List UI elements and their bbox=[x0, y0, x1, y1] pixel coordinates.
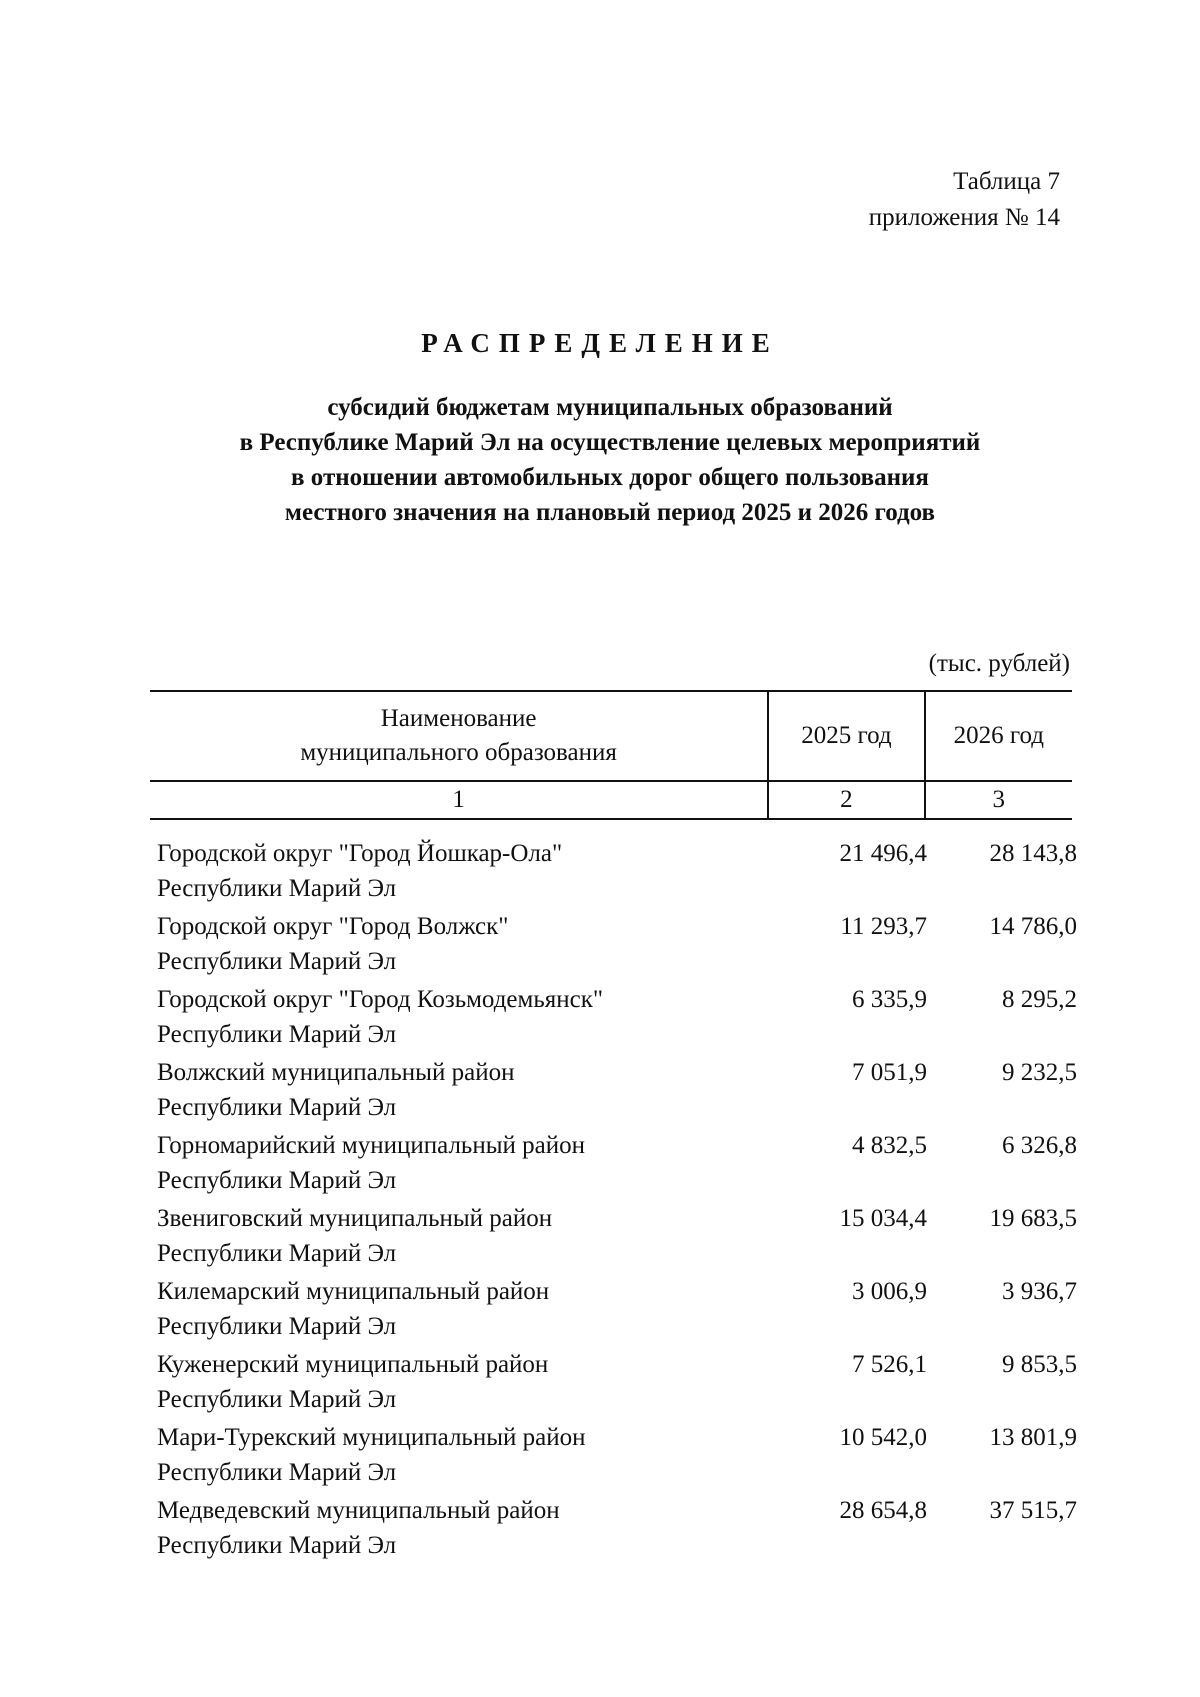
value-2025: 11 293,7 bbox=[840, 913, 927, 940]
value-2025: 15 034,4 bbox=[839, 1205, 927, 1232]
column-number: 1 bbox=[150, 781, 768, 819]
value-2025: 28 654,8 bbox=[839, 1497, 927, 1524]
value-2025: 21 496,4 bbox=[839, 840, 927, 867]
value-2025: 4 832,5 bbox=[852, 1132, 927, 1159]
row-name-cont: Республики Марий Эл bbox=[157, 1459, 397, 1486]
row-name-cont: Республики Марий Эл bbox=[157, 1313, 397, 1340]
table-row bbox=[157, 982, 1077, 1055]
table-row bbox=[157, 1055, 1077, 1128]
table-row bbox=[157, 1128, 1077, 1201]
table-row bbox=[157, 1420, 1077, 1493]
row-name: Мари-Турекский муниципальный район bbox=[157, 1424, 586, 1451]
subtitle-line: в отношении автомобильных дорог общего пользования bbox=[291, 464, 929, 491]
table-number: Таблица 7 bbox=[953, 168, 1060, 195]
table-row bbox=[157, 1347, 1077, 1420]
subtitle-line: субсидий бюджетам муниципальных образований bbox=[327, 394, 893, 421]
value-2026: 37 515,7 bbox=[989, 1497, 1077, 1524]
header-2026: 2026 год bbox=[925, 691, 1072, 781]
value-2026: 14 786,0 bbox=[989, 913, 1077, 940]
document-heading: РАСПРЕДЕЛЕНИЕ bbox=[421, 328, 779, 358]
value-2025: 6 335,9 bbox=[852, 986, 927, 1013]
value-2025: 10 542,0 bbox=[839, 1424, 927, 1451]
value-2026: 3 936,7 bbox=[1002, 1278, 1077, 1305]
units-label: (тыс. рублей) bbox=[928, 650, 1070, 677]
value-2025: 7 051,9 bbox=[852, 1059, 927, 1086]
row-name: Городской округ "Город Йошкар-Ола" bbox=[157, 840, 563, 867]
table-row bbox=[157, 909, 1077, 982]
row-name-cont: Республики Марий Эл bbox=[157, 1094, 397, 1121]
value-2026: 28 143,8 bbox=[989, 840, 1077, 867]
value-2025: 3 006,9 bbox=[852, 1278, 927, 1305]
document-subtitle bbox=[140, 390, 1080, 530]
value-2026: 19 683,5 bbox=[989, 1205, 1077, 1232]
row-name: Городской округ "Город Козьмодемьянск" bbox=[157, 986, 604, 1013]
row-name-cont: Республики Марий Эл bbox=[157, 948, 397, 975]
table-row bbox=[157, 1493, 1077, 1566]
table-body bbox=[157, 836, 1077, 1566]
table-row bbox=[157, 1274, 1077, 1347]
table-row bbox=[157, 1201, 1077, 1274]
row-name-cont: Республики Марий Эл bbox=[157, 1240, 397, 1267]
row-name-cont: Республики Марий Эл bbox=[157, 1021, 397, 1048]
value-2026: 8 295,2 bbox=[1002, 986, 1077, 1013]
table-row bbox=[157, 836, 1077, 909]
value-2026: 9 232,5 bbox=[1002, 1059, 1077, 1086]
row-name-cont: Республики Марий Эл bbox=[157, 1386, 397, 1413]
value-2025: 7 526,1 bbox=[852, 1351, 927, 1378]
value-2026: 6 326,8 bbox=[1002, 1132, 1077, 1159]
row-name: Килемарский муниципальный район bbox=[157, 1278, 550, 1305]
header-2025: 2025 год bbox=[768, 691, 924, 781]
subtitle-line: в Республике Марий Эл на осуществление целевых мероприятий bbox=[239, 429, 981, 456]
row-name-cont: Республики Марий Эл bbox=[157, 875, 397, 902]
column-number: 3 bbox=[925, 781, 1072, 819]
row-name: Звениговский муниципальный район bbox=[157, 1205, 553, 1232]
appendix-number: приложения № 14 bbox=[868, 204, 1060, 231]
row-name: Медведевский муниципальный район bbox=[157, 1497, 560, 1524]
table-reference bbox=[869, 164, 1060, 236]
table-header bbox=[150, 690, 1072, 820]
header-name: Наименование муниципального образования bbox=[150, 691, 768, 781]
row-name: Волжский муниципальный район bbox=[157, 1059, 515, 1086]
row-name: Куженерский муниципальный район bbox=[157, 1351, 549, 1378]
value-2026: 13 801,9 bbox=[989, 1424, 1077, 1451]
subtitle-line: местного значения на плановый период 2025 и 2026 годов bbox=[284, 499, 936, 526]
column-number: 2 bbox=[768, 781, 924, 819]
row-name-cont: Республики Марий Эл bbox=[157, 1167, 397, 1194]
row-name: Горномарийский муниципальный район bbox=[157, 1132, 585, 1159]
row-name-cont: Республики Марий Эл bbox=[157, 1532, 397, 1559]
row-name: Городской округ "Город Волжск" bbox=[157, 913, 509, 940]
value-2026: 9 853,5 bbox=[1002, 1351, 1077, 1378]
